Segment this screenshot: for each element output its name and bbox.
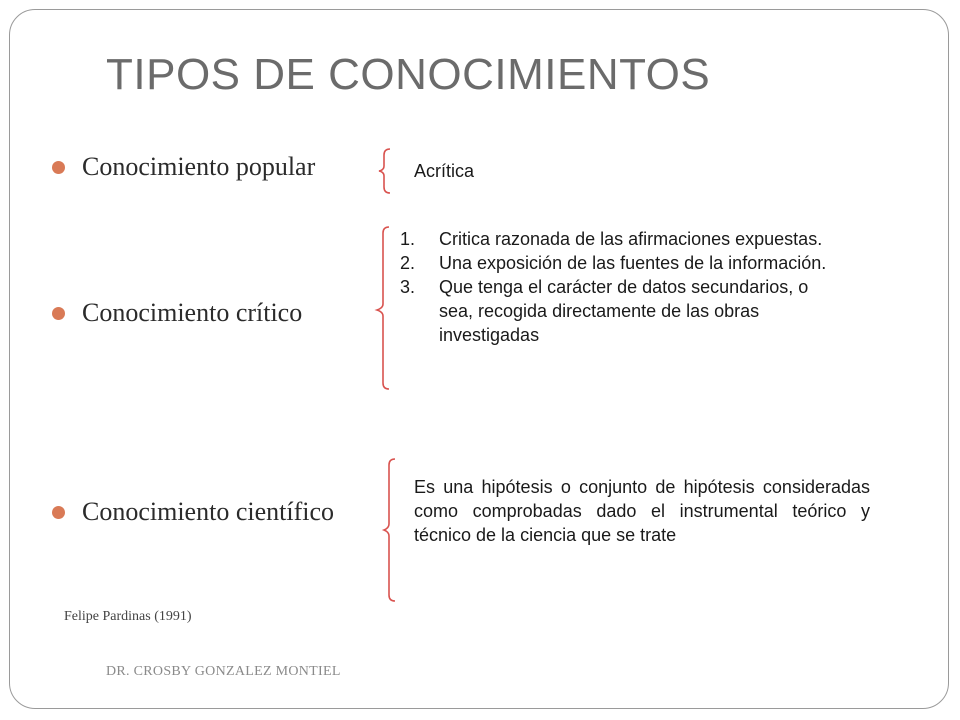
brace-critico — [376, 224, 398, 392]
list-number: 3. — [400, 277, 416, 297]
bullet-dot-icon — [52, 161, 65, 174]
footer: DR. CROSBY GONZALEZ MONTIEL — [106, 664, 341, 679]
bullet-popular — [52, 152, 315, 182]
brace-popular — [378, 146, 398, 196]
list-number: 2. — [400, 253, 416, 273]
list-item-text: Que tenga el carácter de datos secundarios, o sea, recogida directamente de las obras investigadas — [439, 277, 809, 345]
citation: Felipe Pardinas (1991) — [64, 609, 192, 624]
list-number: 1. — [400, 229, 416, 249]
bullet-critico — [52, 298, 302, 328]
list-item — [400, 275, 840, 347]
bullet-cientifico — [52, 497, 334, 527]
slide-title: TIPOS DE CONOCIMIENTOS — [106, 50, 711, 99]
bullet-label: Conocimiento científico — [82, 497, 334, 526]
bullet-dot-icon — [52, 506, 65, 519]
list-item — [400, 227, 840, 251]
list-item — [400, 251, 840, 275]
bullet-dot-icon — [52, 307, 65, 320]
list-critico — [400, 227, 840, 347]
list-item-text: Critica razonada de las afirmaciones expuestas. — [439, 229, 823, 249]
bullet-label: Conocimiento crítico — [82, 298, 303, 327]
description-popular: Acrítica — [414, 161, 475, 181]
bullet-label: Conocimiento popular — [82, 152, 316, 181]
list-item-text: Una exposición de las fuentes de la información. — [439, 253, 827, 273]
slide-frame — [9, 9, 949, 709]
brace-cientifico — [383, 456, 403, 604]
description-cientifico: Es una hipótesis o conjunto de hipótesis consideradas como comprobadas dado el instrumental teórico y técnico de la ciencia que se trate — [414, 477, 870, 545]
